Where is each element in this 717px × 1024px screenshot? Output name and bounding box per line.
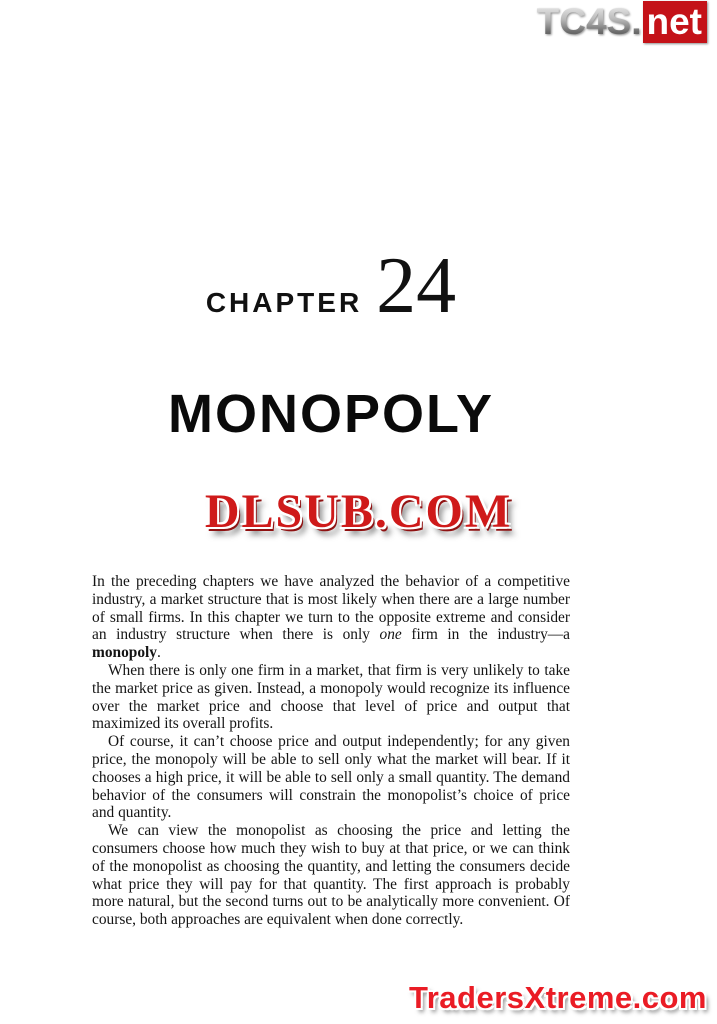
paragraph: [92, 733, 570, 822]
text-segment: monopoly: [92, 644, 157, 662]
paragraph: [92, 822, 570, 929]
text-segment: In the preceding chapters we have analyzed the behavior of a competitive industry, a market structure that is most likely when there are a large number of small firms. In this chapter we turn to the opposite extreme and consider an industry structure when there is only: [92, 573, 570, 644]
chapter-number: 24: [376, 242, 457, 330]
text-segment: We can view the monopolist as choosing the price and letting the consumers choose how much they wish to buy at that price, or we can think of the monopolist as choosing the quantity, and letting the consumers decide what price they will pay for that quantity. The first approach is probably more natural, but the second turns out to be analytically more convenient. Of course, both approaches are equivalent when done correctly.: [92, 822, 570, 929]
watermark-tc4s: [537, 2, 707, 43]
text-segment: one: [379, 626, 402, 644]
watermark-tc4s-main: TC4S.: [536, 1, 642, 42]
watermark-tc4s-suffix: net: [643, 1, 708, 43]
text-segment: Of course, it can’t choose price and output independently; for any given price, the monopoly will be able to sell only what the market will bear. If it chooses a high price, it will be able to sell only a small quantity. The demand behavior of the consumers will constrain the monopolist’s choice of price and quantity.: [92, 733, 570, 822]
body-text: [92, 573, 570, 929]
paragraph: [92, 573, 570, 662]
text-segment: When there is only one firm in a market, that firm is very unlikely to take the market price as given. Instead, a monopoly would recognize its influence over the market price and choose that level of price and output that maximized its overall profits.: [92, 661, 570, 733]
chapter-label: CHAPTER: [205, 287, 363, 318]
chapter-heading: [92, 242, 570, 330]
watermark-tradersxtreme: TradersXtreme.com: [409, 980, 707, 1015]
text-segment: .: [157, 644, 161, 662]
page-title: MONOPOLY: [167, 384, 495, 444]
text-segment: firm in the industry—a: [401, 626, 570, 644]
watermark-dlsub: DLSUB.COM: [204, 485, 513, 538]
paragraph: [92, 662, 570, 733]
